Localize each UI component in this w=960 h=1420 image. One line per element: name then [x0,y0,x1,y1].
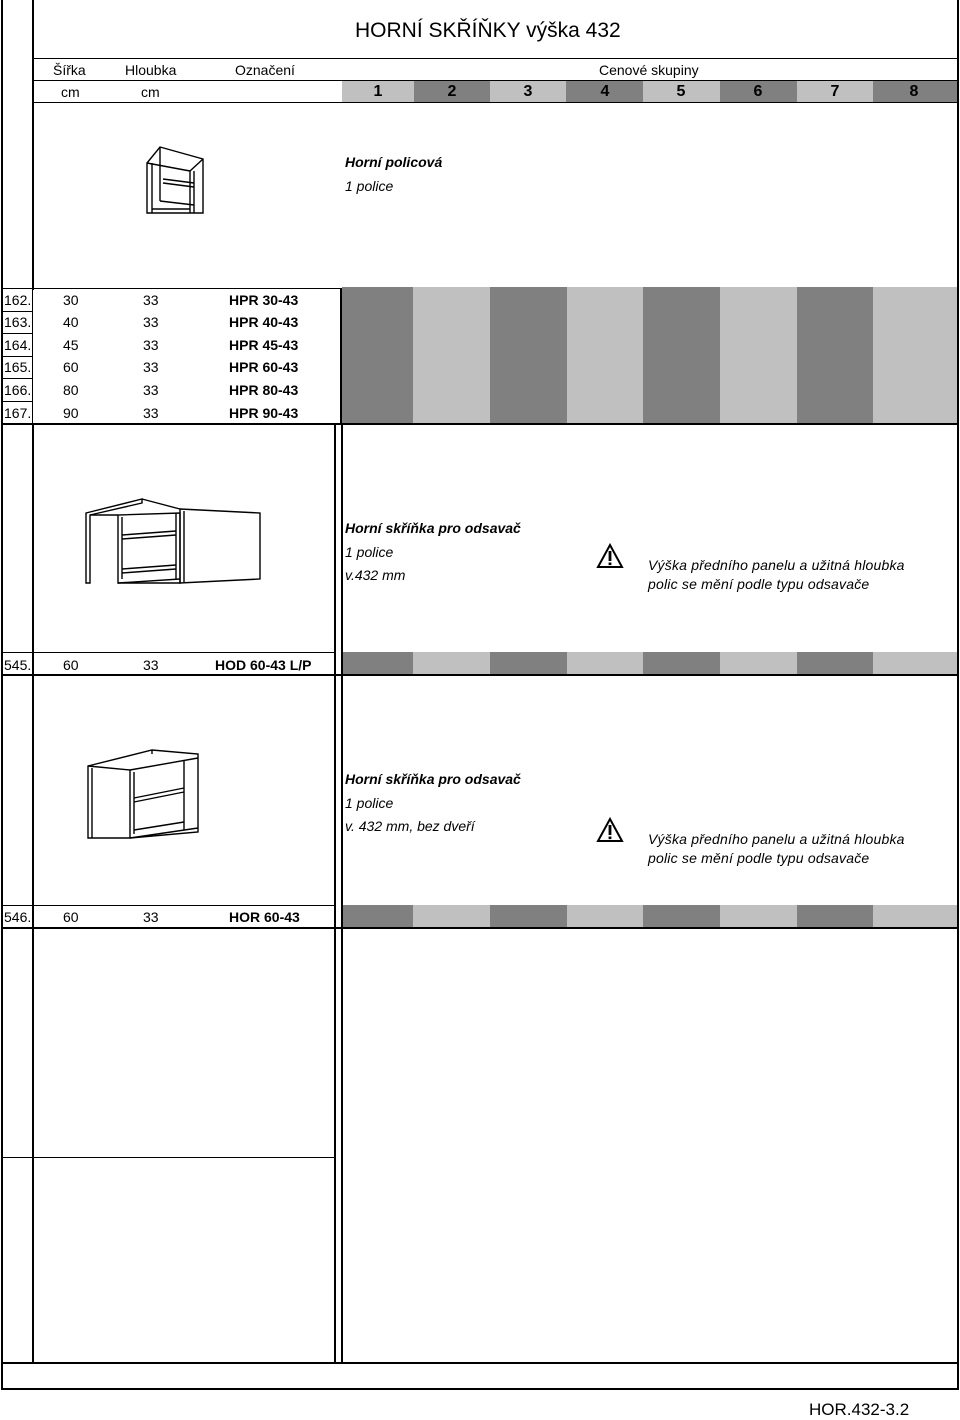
lower-bottom-rule [1,1362,959,1364]
group-number-4: 4 [600,83,610,100]
row-code: HPR 90-43 [229,405,299,421]
s2-band-2 [413,652,490,674]
row-number: 165. [4,359,32,375]
s1-bottom-rule [1,423,957,425]
section1-detail: 1 police [345,178,394,194]
s1-band-3 [490,287,567,423]
width-unit: cm [61,84,80,100]
row-width: 40 [63,314,79,330]
row-depth: 33 [143,292,159,308]
shelf-cabinet-sketch [135,143,215,218]
row-number: 545. [4,657,32,673]
frame-inner-left [32,0,34,290]
s3-band-1 [343,905,413,927]
row-width: 60 [63,359,79,375]
row-number: 163. [4,314,32,330]
lower-inner-left [32,424,34,1364]
group-number-7: 7 [830,83,840,100]
row-width: 80 [63,382,79,398]
lower-mid-right [341,424,343,1364]
s3-band-7 [797,905,873,927]
s4-top-rule [1,1157,335,1158]
s1-row-rule-5 [1,401,33,402]
document-code: HOR.432-3.2 [809,1400,910,1419]
row-depth: 33 [143,337,159,353]
row-number: 546. [4,909,32,925]
s3-band-4 [567,905,643,927]
depth-unit: cm [141,84,160,100]
row-code: HOD 60-43 L/P [215,657,312,673]
width-header: Šířka [53,62,86,78]
section2-detail2: v.432 mm [345,567,406,583]
group-number-3: 3 [523,83,533,100]
lower-mid-left [334,424,336,1364]
s1-top-rule [1,288,341,289]
row-code: HOR 60-43 [229,909,300,925]
s3-band-2 [413,905,490,927]
row-width: 60 [63,657,79,673]
s2-band-1 [343,652,413,674]
row-code: HPR 30-43 [229,292,299,308]
page-title: HORNÍ SKŘÍŇKY výška 432 [355,19,621,42]
section2-detail1: 1 police [345,544,394,560]
s2-band-3 [490,652,567,674]
row-width: 90 [63,405,79,421]
frame-bottom [1,1388,959,1390]
s2-band-4 [567,652,643,674]
s3-band-6 [720,905,797,927]
row-number: 166. [4,382,32,398]
s1-band-5 [643,287,720,423]
frame-left [1,0,3,1390]
row-number: 167. [4,405,32,421]
s2-bottom-rule [1,674,957,676]
extractor-cabinet-sketch [80,495,270,590]
section2-name: Horní skříňka pro odsavač [345,520,521,536]
s1-row-rule-2 [1,333,33,334]
group-number-6: 6 [753,83,763,100]
group-number-1: 1 [373,83,383,100]
s3-band-5 [643,905,720,927]
row-depth: 33 [143,314,159,330]
s3-bottom-rule [1,927,957,929]
row-number: 162. [4,292,32,308]
row-code: HPR 40-43 [229,314,299,330]
group-number-2: 2 [447,83,457,100]
s1-row-rule-3 [1,356,33,357]
row-width: 45 [63,337,79,353]
s3-band-3 [490,905,567,927]
s2-band-6 [720,652,797,674]
s1-band-2 [413,287,490,423]
warning-icon [596,817,624,843]
row-code: HPR 45-43 [229,337,299,353]
open-extractor-cabinet-sketch [82,746,207,846]
s2-top-rule [1,652,335,653]
s2-band-8 [873,652,957,674]
s2-band-7 [797,652,873,674]
row-number: 164. [4,337,32,353]
row-depth: 33 [143,382,159,398]
s3-band-8 [873,905,957,927]
header-rule-1 [32,58,959,59]
section2-note-line1: Výška předního panelu a užitná hloubka [648,557,905,573]
row-depth: 33 [143,359,159,375]
row-width: 60 [63,909,79,925]
s3-top-rule [1,905,335,906]
depth-header: Hloubka [125,62,177,78]
group-number-8: 8 [909,83,919,100]
s1-band-7 [797,287,873,423]
header-rule-3 [32,102,959,103]
warning-icon [596,543,624,569]
row-width: 30 [63,292,79,308]
section1-name: Horní policová [345,154,443,170]
s1-band-4 [567,287,643,423]
section3-note-line1: Výška předního panelu a užitná hloubka [648,831,905,847]
frame-right [957,0,959,1390]
section3-name: Horní skříňka pro odsavač [345,771,521,787]
s1-band-8 [873,287,957,423]
row-depth: 33 [143,657,159,673]
price-groups-header: Cenové skupiny [599,62,699,78]
s2-band-5 [643,652,720,674]
section3-detail2: v. 432 mm, bez dveří [345,818,475,834]
row-code: HPR 60-43 [229,359,299,375]
row-depth: 33 [143,909,159,925]
s1-band-1 [342,287,413,423]
section3-note-line2: polic se mění podle typu odsavače [648,850,870,866]
code-header: Označení [235,62,295,78]
s1-row-rule-4 [1,378,33,379]
s1-band-6 [720,287,797,423]
row-depth: 33 [143,405,159,421]
row-code: HPR 80-43 [229,382,299,398]
s1-row-rule-1 [1,311,33,312]
group-number-5: 5 [676,83,686,100]
section2-note-line2: polic se mění podle typu odsavače [648,576,870,592]
section3-detail1: 1 police [345,795,394,811]
